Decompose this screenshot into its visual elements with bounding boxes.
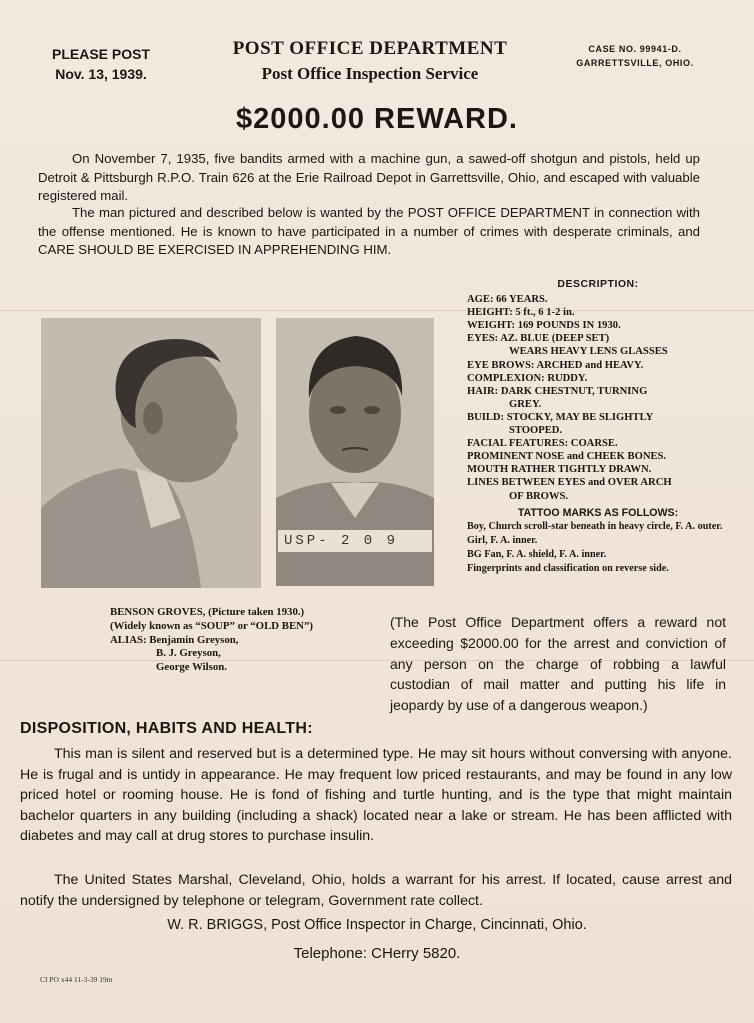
description-line: HAIR: DARK CHESTNUT, TURNING: [467, 385, 648, 397]
profile-portrait-figure: [41, 318, 261, 588]
department-heading: [230, 38, 510, 84]
case-location: GARRETTSVILLE, OHIO.: [576, 58, 694, 68]
description-line: EYES: AZ. BLUE (DEEP SET): [467, 333, 610, 345]
caption-alias-2: B. J. Greyson,: [156, 647, 221, 660]
tattoo-line: Fingerprints and classification on reverse side.: [467, 562, 669, 574]
description-line: BUILD: STOCKY, MAY BE SLIGHTLY: [467, 411, 654, 423]
photo-caption: [110, 606, 380, 675]
post-date: Nov. 13, 1939.: [55, 66, 147, 82]
tattoo-line: Girl, F. A. inner.: [467, 534, 538, 546]
marshal-paragraph: The United States Marshal, Cleveland, Ohio, holds a warrant for his arrest. If located, cause arrest and notify the undersigned by telephone or telegram, Government rate collect.: [20, 872, 732, 909]
description-line: GREY.: [509, 398, 542, 410]
please-post-label: PLEASE POST: [52, 46, 151, 62]
tattoo-title: TATTOO MARKS AS FOLLOWS:: [517, 506, 679, 519]
caption-alias-3: George Wilson.: [156, 661, 227, 674]
inspector-signature: W. R. BRIGGS, Post Office Inspector in Charge, Cincinnati, Ohio.: [167, 917, 587, 933]
please-post-block: [52, 44, 150, 84]
description-line: EYE BROWS: ARCHED and HEAVY.: [467, 359, 644, 371]
reward-offer-paragraph: (The Post Office Department offers a reward not exceeding $2000.00 for the arrest and conviction of any person on the charge of robbing a lawful custodian of mail matter and putting his life in jeopardy by use of a dangerous weapon.): [390, 614, 726, 714]
telephone-line: Telephone: CHerry 5820.: [293, 945, 461, 962]
description-lines: [467, 293, 729, 503]
profile-photo: [41, 318, 261, 588]
tattoo-line: BG Fan, F. A. shield, F. A. inner.: [467, 548, 607, 560]
description-block: [467, 278, 729, 576]
disposition-heading: DISPOSITION, HABITS AND HEALTH:: [20, 720, 313, 737]
description-line: HEIGHT: 5 ft., 6 1-2 in.: [467, 307, 575, 319]
caption-nickname: (Widely known as “SOUP” or “OLD BEN”): [110, 619, 313, 632]
print-code: CI PO x44 11-3-39 19m: [40, 975, 113, 984]
prisoner-number-placard: USP- 2 0 9: [278, 530, 432, 552]
caption-name: BENSON GROVES, (Picture taken 1930.): [110, 606, 305, 618]
description-line: WEARS HEAVY LENS GLASSES: [509, 346, 668, 358]
department-name: POST OFFICE DEPARTMENT: [232, 38, 508, 59]
case-number: CASE NO. 99941-D.: [588, 44, 682, 54]
tattoo-line: Boy, Church scroll-star beneath in heavy circle, F. A. outer.: [467, 520, 723, 532]
intro-paragraph: On November 7, 1935, five bandits armed with a machine gun, a sawed-off shotgun and pistols, held up Detroit & Pittsburgh R.P.O. Train 626 at the Erie Railroad Depot in Garrettsville, Ohio, and escaped with valuable registered mail.: [38, 151, 700, 203]
wanted-paragraph: The man pictured and described below is wanted by the POST OFFICE DEPARTMENT in connection with the offense mentioned. He is known to have participated in a number of crimes with desperate criminals, and CARE SHOULD BE EXERCISED IN APPREHENDING HIM.: [38, 205, 700, 257]
description-line: MOUTH RATHER TIGHTLY DRAWN.: [467, 464, 652, 476]
description-line: LINES BETWEEN EYES and OVER ARCH: [467, 477, 672, 489]
description-line: COMPLEXION: RUDDY.: [467, 372, 588, 384]
description-line: FACIAL FEATURES: COARSE.: [467, 438, 618, 450]
description-line: OF BROWS.: [509, 490, 569, 502]
description-line: PROMINENT NOSE and CHEEK BONES.: [467, 451, 667, 463]
disposition-paragraph: This man is silent and reserved but is a determined type. He may sit hours without conversing with anyone. He is frugal and is untidy in appearance. He may frequent low priced restaurants, and may be found in any low priced hotel or rooming house. He is fond of fishing and turtle hunting, and is the type that might maintain bachelor quarters in any building (including a shack) located near a lake or stream. He has been afflicted with diabetes and may call at drug stores to purchase insulin.: [20, 746, 732, 845]
caption-alias: ALIAS: Benjamin Greyson,: [110, 633, 239, 646]
description-title: DESCRIPTION:: [557, 278, 639, 290]
service-name: Post Office Inspection Service: [261, 64, 479, 83]
case-number-block: [570, 42, 700, 70]
description-line: STOOPED.: [509, 425, 563, 437]
description-line: WEIGHT: 169 POUNDS IN 1930.: [467, 320, 621, 332]
reward-title: $2000.00 REWARD.: [236, 103, 518, 135]
tattoo-lines: [467, 520, 729, 576]
description-line: AGE: 66 YEARS.: [467, 294, 548, 306]
